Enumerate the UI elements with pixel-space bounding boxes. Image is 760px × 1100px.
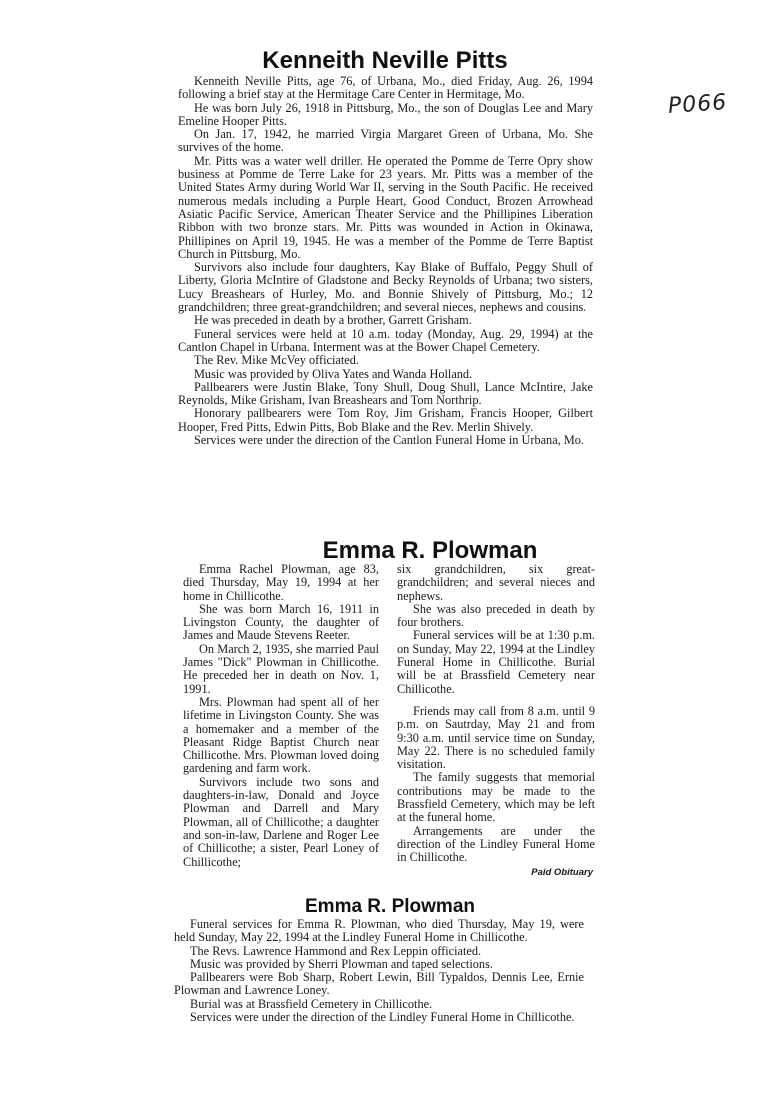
paragraph: On Jan. 17, 1942, he married Virgia Margaret Green of Urbana, Mo. She survives of the home. <box>178 127 593 155</box>
obituary-body-plowman-services <box>174 918 584 1024</box>
paid-obituary-label: Paid Obituary <box>531 866 593 878</box>
paragraph: Services were under the direction of the Cantlon Funeral Home in Urbana, Mo. <box>194 433 584 448</box>
page-number-annotation: P066 <box>667 89 729 120</box>
paragraph: Kenneith Neville Pitts, age 76, of Urbana, Mo., died Friday, Aug. 26, 1994 following a brief stay at the Hermitage Care Center in Hermitage, Mo. <box>178 74 593 102</box>
paragraph: Music was provided by Oliva Yates and Wanda Holland. <box>194 366 473 381</box>
paragraph: Honorary pallbearers were Tom Roy, Jim Grisham, Francis Hooper, Gilbert Hooper, Fred Pitts, Edwin Pitts, Bob Blake and the Rev. Merlin Shively. <box>178 406 593 434</box>
paragraph: She was born March 16, 1911 in Livingston County, the daughter of James and Maude Stevens Reeter. <box>183 601 379 643</box>
paragraph: Funeral services for Emma R. Plowman, who died Thursday, May 19, were held Sunday, May 22, 1994 at the Lindley Funeral Home in Chillicothe. <box>174 917 584 945</box>
paragraph: She was also preceded in death by four brothers. <box>397 601 595 630</box>
paragraph: Emma Rachel Plowman, age 83, died Thursday, May 19, 1994 at her home in Chillicothe. <box>183 562 379 603</box>
paragraph: Funeral services will be at 1:30 p.m. on Sunday, May 22, 1994 at the Lindley Funeral Home in Chillicothe. Burial will be at Brassfield Cemetery near Chillicothe. <box>397 628 595 696</box>
obituary-plowman-column-1 <box>183 563 379 869</box>
paragraph: Survivors also include four daughters, Kay Blake of Buffalo, Peggy Shull of Liberty, Gloria McIntire of Gladstone and Becky Reynolds of Urbana; two sisters, Lucy Breashears of Hurley, Mo. and Bonnie Shively of Pittsburg, Mo.; 12 grandchildren; three great-grandchildren; and several nieces, nephews and cousins. <box>178 260 593 315</box>
paragraph: The Rev. Mike McVey officiated. <box>194 353 359 368</box>
paragraph: Burial was at Brassfield Cemetery in Chillicothe. <box>190 996 433 1011</box>
paragraph: Mrs. Plowman had spent all of her lifetime in Livingston County. She was a homemaker and a member of the Pleasant Ridge Baptist Church near Chillicothe. Mrs. Plowman loved doing gardening and farm work. <box>183 694 379 776</box>
paragraph: The Revs. Lawrence Hammond and Rex Leppin officiated. <box>190 943 482 958</box>
paragraph: Friends may call from 8 a.m. until 9 p.m. on Sautrday, May 21 and from 9:30 a.m. until service time on Sunday, May 22. There is no scheduled family visitation. <box>397 703 595 772</box>
obituary-title-pitts: Kenneith Neville Pitts <box>262 47 508 74</box>
paragraph: He was born July 26, 1918 in Pittsburg, Mo., the son of Douglas Lee and Mary Emeline Hooper Pitts. <box>178 100 593 128</box>
paragraph: On March 2, 1935, she married Paul James "Dick" Plowman in Chillicothe. He preceded her in death on Nov. 1, 1991. <box>183 641 379 696</box>
obituary-title-plowman: Emma R. Plowman <box>322 537 538 564</box>
paragraph: Pallbearers were Bob Sharp, Robert Lewin, Bill Typaldos, Dennis Lee, Ernie Plowman and Lawrence Loney. <box>174 970 584 998</box>
paragraph: Mr. Pitts was a water well driller. He operated the Pomme de Terre Opry show business at Pomme de Terre Lake for 23 years. Mr. Pitts was a member of the United States Army during World War II, serving in the South Pacific. He received numerous medals including a Purple Heart, Good Conduct, Brozen Arrowhead Asiatic Pacific Service, American Theater Service and the Phillipines Liberation Ribbon with two bronze stars. Mr. Pitts was wounded in Action in Okinawa, Phillipines on April 19, 1945. He was a member of the Pomme de Terre Baptist Church in Pittsburg, Mo. <box>178 153 593 261</box>
paragraph: Arrangements are under the direction of the Lindley Funeral Home in Chillicothe. <box>397 823 595 865</box>
paragraph: Services were under the direction of the Lindley Funeral Home in Chillicothe. <box>190 1010 575 1025</box>
paragraph: The family suggests that memorial contributions may be made to the Brassfield Cemetery, which may be left at the funeral home. <box>397 770 595 825</box>
obituary-title-plowman-services: Emma R. Plowman <box>305 896 475 917</box>
paragraph: Pallbearers were Justin Blake, Tony Shull, Doug Shull, Lance McIntire, Jake Reynolds, Mike Grisham, Ivan Breashears and Tom Northrip. <box>178 379 593 408</box>
paragraph-continuation: six grandchildren, six great-grandchildren; and several nieces and nephews. <box>397 562 595 603</box>
paragraph: Music was provided by Sherri Plowman and taped selections. <box>190 956 493 971</box>
paragraph: He was preceded in death by a brother, Garrett Grisham. <box>194 313 472 328</box>
paragraph: Funeral services were held at 10 a.m. today (Monday, Aug. 29, 1994) at the Cantlon Chapel in Urbana. Interment was at the Bower Chapel Cemetery. <box>178 326 593 354</box>
obituary-body-pitts <box>178 75 593 447</box>
obituary-plowman-column-2 <box>397 563 595 879</box>
paragraph: Survivors include two sons and daughters-in-law, Donald and Joyce Plowman and Darrell and Mary Plowman, all of Chillicothe; a daughter and son-in-law, Darlene and Roger Lee of Chillicothe; a sister, Pearl Loney of Chillicothe; <box>183 774 379 869</box>
